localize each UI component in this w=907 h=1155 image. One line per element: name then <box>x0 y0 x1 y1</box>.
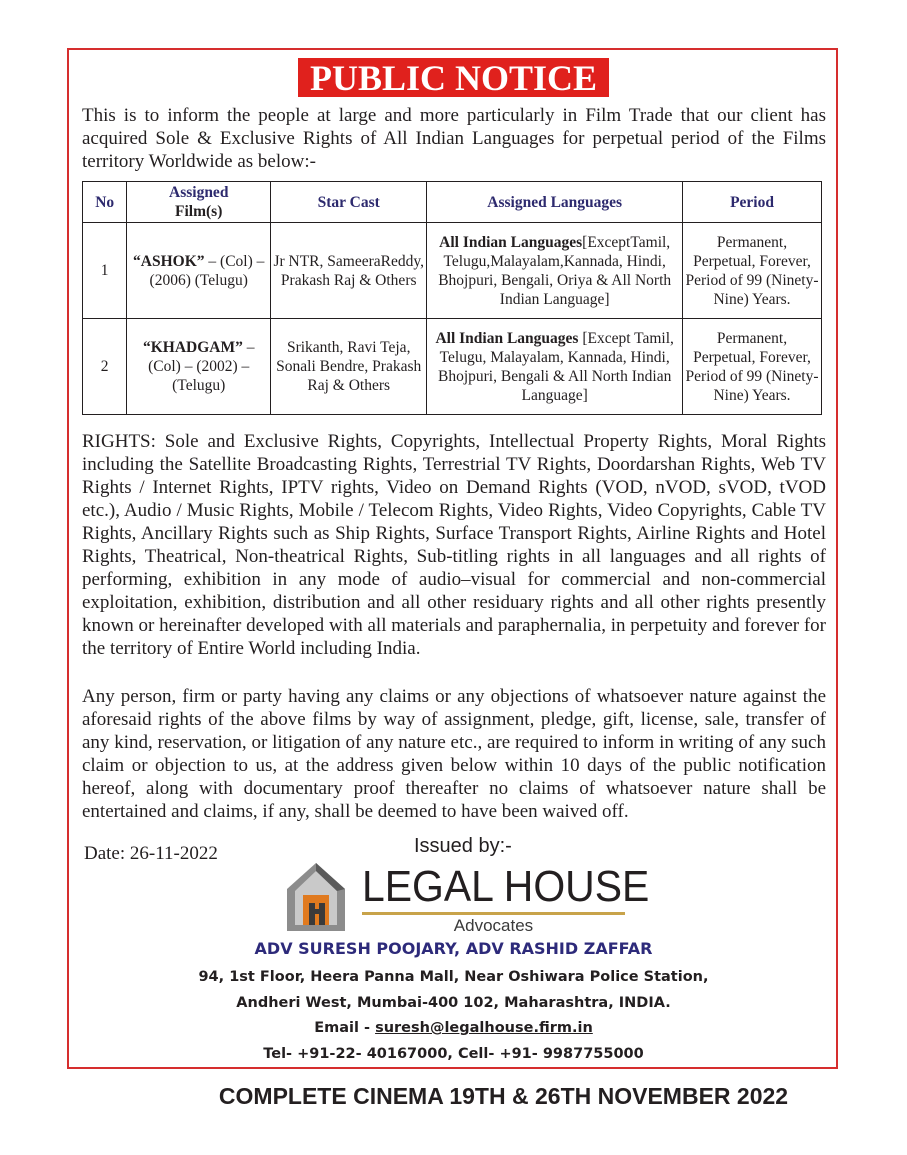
row-cast: Srikanth, Ravi Teja, Sonali Bendre, Prakash Raj & Others <box>271 319 427 415</box>
row-period: Permanent, Perpetual, Forever, Period of 99 (Ninety-Nine) Years. <box>683 319 822 415</box>
header-period: Period <box>683 182 822 223</box>
row-no: 1 <box>83 223 127 319</box>
header-no: No <box>83 182 127 223</box>
logo-underline <box>362 912 625 915</box>
languages-rest: [ExceptTamil, Telugu,Malayalam,Kannada, Hindi, Bhojpuri, Bengali, Oriya & All North Indian Language] <box>438 233 672 308</box>
publication-footer: COMPLETE CINEMA 19TH & 26TH NOVEMBER 2022 <box>218 1083 789 1109</box>
advocate-names: ADV SURESH POOJARY, ADV RASHID ZAFFAR <box>254 939 653 958</box>
table-row <box>83 319 822 415</box>
email-line <box>0 1020 907 1036</box>
title-wrap <box>0 58 907 97</box>
header-film <box>127 182 271 223</box>
header-film-line1: Assigned <box>169 184 229 201</box>
header-film-line2: Film(s) <box>175 203 223 220</box>
phone-line: Tel- +91-22- 40167000, Cell- +91- 9987755000 <box>263 1046 644 1062</box>
header-languages: Assigned Languages <box>427 182 683 223</box>
address-line-2: Andheri West, Mumbai-400 102, Maharashtra, INDIA. <box>236 995 671 1011</box>
address-line-1: 94, 1st Floor, Heera Panna Mall, Near Oshiwara Police Station, <box>198 969 709 985</box>
intro-paragraph: This is to inform the people at large and more particularly in Film Trade that our client has acquired Sole & Exclusive Rights of All Indian Languages for perpetual period of the Films territory Worldwide as below:- <box>82 105 826 172</box>
rights-paragraph: RIGHTS: Sole and Exclusive Rights, Copyrights, Intellectual Property Rights, Moral Rights including the Satellite Broadcasting Rights, Terrestrial TV Rights, Doordarshan Rights, Web TV Rights / Internet Rights, IPTV rights, Video on Demand Rights (VOD, nVOD, sVOD, tVOD etc.), Audio / Music Rights, Mobile / Telecom Rights, Video Rights, Video Copyrights, Cable TV Rights, Ancillary Rights such as Ship Rights, Surface Transport Rights, Airline Rights and Hotel Rights, Theatrical, Non-theatrical Rights, Sub-titling rights in all languages and all rights of performing, exhibition in any mode of audio–visual for commercial and non-commercial exploitation, exhibition, distribution and all other residuary rights and all other rights presently known or hereinafter developed with all materials and paraphernalia, in perpetuity and forever for the territory of Entire World including India. <box>82 431 826 659</box>
row-languages <box>427 319 683 415</box>
email-label: Email - <box>314 1020 376 1036</box>
film-title: “KHADGAM” <box>142 339 243 356</box>
row-film <box>127 319 271 415</box>
row-film <box>127 223 271 319</box>
notice-title: PUBLIC NOTICE <box>298 58 609 97</box>
film-details: – (Col) – (2002) – (Telugu) <box>148 339 255 394</box>
languages-rest: [Except Tamil, Telugu, Malayalam, Kannada, Hindi, Bhojpuri, Bengali & All North Indian Language] <box>438 329 674 404</box>
header-cast: Star Cast <box>271 182 427 223</box>
table-header-row <box>83 182 822 223</box>
claims-paragraph: Any person, firm or party having any claims or any objections of whatsoever nature against the aforesaid rights of the above films by way of assignment, pledge, gift, license, sale, transfer of any kind, reservation, or litigation of any nature etc., are required to inform in writing of any such claim or objection to us, at the address given below within 10 days of the public notification hereof, along with documentary proof thereafter no claims of whatsoever nature shall be entertained and claims, if any, shall be deemed to have been waived off. <box>82 686 826 822</box>
legal-house-logo-icon <box>285 861 347 933</box>
notice-date: Date: 26-11-2022 <box>84 843 218 864</box>
film-title: “ASHOK” <box>133 252 205 270</box>
logo-subtitle: Advocates <box>453 916 534 935</box>
email-link[interactable]: suresh@legalhouse.firm.in <box>375 1020 593 1036</box>
row-no: 2 <box>83 319 127 415</box>
languages-bold: All Indian Languages <box>439 233 583 251</box>
film-details: – (Col) – (2006) (Telugu) <box>149 252 265 289</box>
languages-bold: All Indian Languages <box>435 329 579 347</box>
logo-name: LEGAL HOUSE <box>362 862 650 911</box>
issued-by-label: Issued by:- <box>414 835 512 857</box>
films-table <box>82 181 822 415</box>
row-period: Permanent, Perpetual, Forever, Period of 99 (Ninety-Nine) Years. <box>683 223 822 319</box>
row-cast: Jr NTR, SameeraReddy, Prakash Raj & Others <box>271 223 427 319</box>
row-languages <box>427 223 683 319</box>
table-row <box>83 223 822 319</box>
